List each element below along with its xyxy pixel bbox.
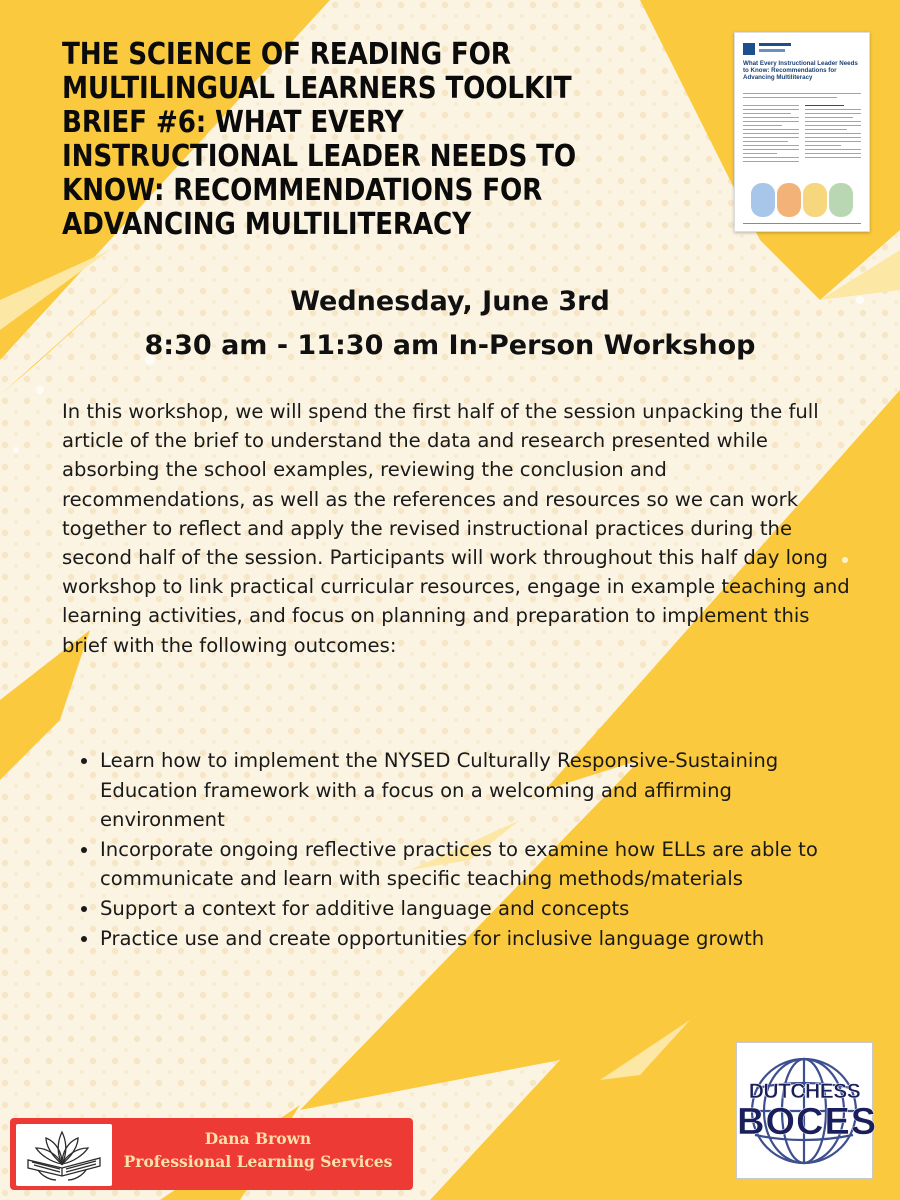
thumbnail-column-left	[743, 105, 799, 165]
open-book-lotus-icon	[16, 1124, 112, 1186]
thumbnail-footer	[743, 223, 861, 227]
logo-line-1: DUTCHESS	[748, 1080, 861, 1103]
event-time: 8:30 am - 11:30 am In-Person Workshop	[144, 330, 756, 361]
thumbnail-graphic	[751, 183, 855, 219]
presenter-name: Dana Brown	[204, 1129, 312, 1148]
thumbnail-header-bar	[759, 43, 791, 46]
presenter-organization: Professional Learning Services	[123, 1152, 393, 1171]
logo-line-2: BOCES	[737, 1101, 878, 1143]
outcome-item: • Practice use and create opportunities for inclusive language growth	[100, 924, 840, 954]
outcome-item: • Incorporate ongoing reflective practices to examine how ELLs are able to communicate and learn with specific teaching methods/materials	[100, 835, 840, 894]
outcome-item: • Support a context for additive language and concepts	[100, 894, 840, 924]
outcome-item: • Learn how to implement the NYSED Culturally Responsive-Sustaining Education framework with a focus on a welcoming and affirming environment	[100, 746, 840, 835]
brief-document-thumbnail	[734, 32, 870, 232]
publisher-logo-icon	[743, 43, 755, 55]
brief-title: THE SCIENCE OF READING FOR MULTILINGUAL LEARNERS TOOLKIT BRIEF #6: WHAT EVERY INSTRUCTIONAL LEADER NEEDS TO KNOW: RECOMMENDATIONS FOR ADVANCING MULTILITERACY	[62, 37, 577, 242]
thumbnail-column-right	[805, 105, 861, 161]
thumbnail-header-bar	[759, 49, 785, 52]
thumbnail-title: What Every Instructional Leader Needs to Know: Recommendations for Advancing Multiliteracy	[743, 60, 858, 82]
thumbnail-text-lines	[743, 93, 861, 101]
event-date: Wednesday, June 3rd	[290, 286, 610, 317]
dutchess-boces-logo	[736, 1042, 878, 1179]
presenter-card	[10, 1118, 413, 1190]
workshop-description: In this workshop, we will spend the first half of the session unpacking the full article of the brief to understand the data and research presented while absorbing the school examples, reviewing the conclusion and recommendations, as well as the references and resources so we can work together to reflect and apply the revised instructional practices during the second half of the session. Participants will work throughout this half day long workshop to link practical curricular resources, engage in example teaching and learning activities, and focus on planning and preparation to implement this brief with the following outcomes:	[62, 400, 850, 657]
outcomes-list	[74, 746, 840, 953]
